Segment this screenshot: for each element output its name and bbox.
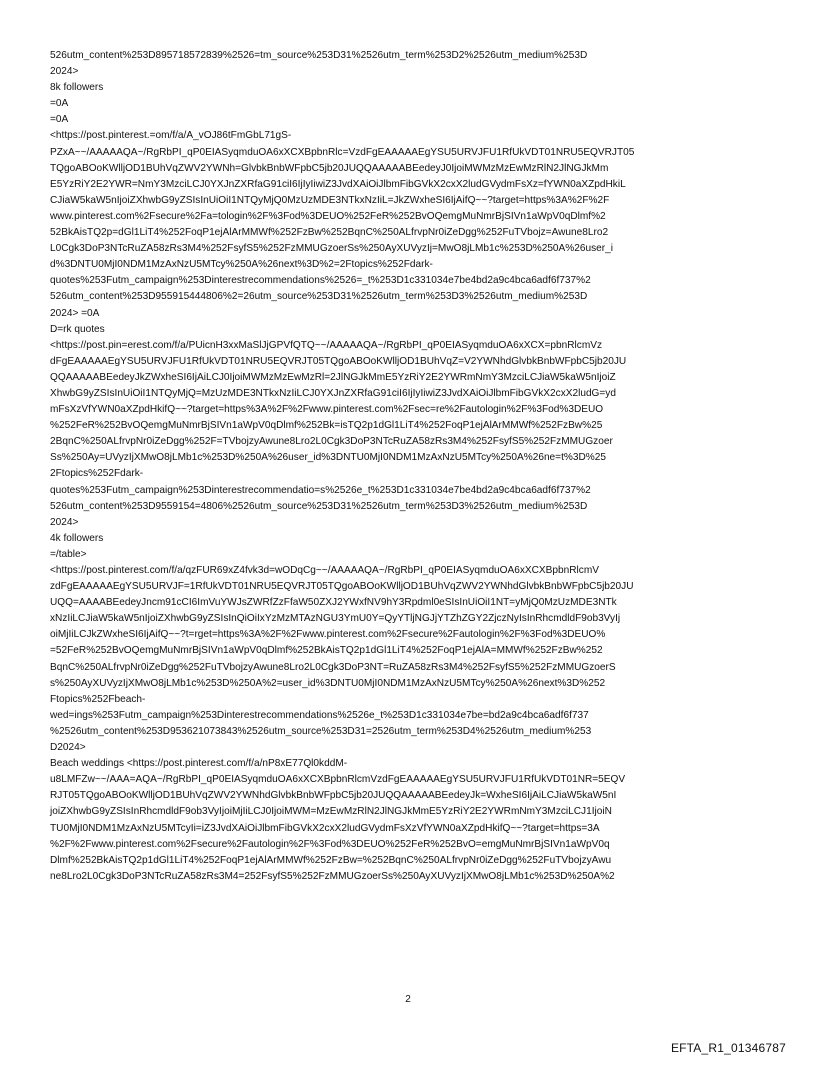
- document-line: <https://post.pinterest.com/f/a/qzFUR69xZ4fvk3d=wODqCg~~/AAAAAQA~/RgRbPI_qP0EIASyqmduOA6xXCXBpbnRlcmV: [50, 565, 599, 576]
- document-line: Beach weddings <https://post.pinterest.com/f/a/nP8xE77Ql0kddM-: [50, 758, 348, 770]
- document-id: EFTA_R1_01346787: [670, 1041, 786, 1055]
- document-line: oiMjIiLCJkZWxheSI6IjAifQ~~?t=rget=https%3A%2F%2Fwww.pinterest.com%2Fsecure%2Fautologin%2F%3Fod%3DEUO%: [50, 629, 606, 641]
- document-line: quotes%253Futm_campaign%253Dinterestrecommendatio=s%2526e_t%253D1c331034e7be4bd2a9c4bca6adf6f737%2: [50, 484, 591, 496]
- document-line: Ss%250Ay=UVyzIjXMwO8jLMb1c%253D%250A%26user_id%3DNTU0MjI0NDM1MzAxNzU5MTcy%250A%26ne=t%3D%25: [50, 452, 606, 464]
- document-line: s%250AyXUVyzIjXMwO8jLMb1c%253D%250A%2=user_id%3DNTU0MjI0NDM1MzAxNzU5MTcy%250A%26next%3D%252: [50, 677, 606, 689]
- document-line: =/table>: [50, 548, 87, 560]
- document-line: %252FeR%252BvOQemgMuNmrBjSIVn1aWpV0qDlmf%252Bk=isTQ2p1dGl1LiT4%252FoqP1ejAlArMMWf%252FzBw%25: [50, 420, 603, 432]
- document-line: QQAAAAABEedeyJkZWxheSI6IjAiLCJ0IjoiMWMzMzEwMzRl=2JlNGJkMmE5YzRiY2E2YWRmNmY3MzciLCJiaW5kaW5nIjoiZ: [50, 371, 616, 383]
- document-line: 4k followers: [50, 532, 104, 544]
- document-line: 526utm_content%253D895718572839%2526=tm_source%253D31%2526utm_term%253D2%2526utm_medium%253D: [50, 50, 588, 61]
- document-line: 2Ftopics%252Fdark-: [50, 468, 144, 480]
- document-line: =52FeR%252BvOQemgMuNmrBjSIVn1aWpV0qDlmf%252BkAisTQ2p1dGl1LiT4%252FoqP1ejAlA=MMWf%252FzBw%252: [50, 645, 603, 657]
- document-line: mFsXzVfYWN0aXZpdHkifQ~~?target=https%3A%2F%2Fwww.pinterest.com%2Fsec=re%2Fautologin%2F%3Fod%3DEUO: [50, 404, 604, 416]
- document-line: CJiaW5kaW5nIjoiZXhwbG9yZSIsInUiOiI1NTQyMjQ0MzUzMDE3NTkxNzIiL=JkZWxheSI6IjAifQ~~?target=https%3A%2F%2F: [50, 194, 610, 206]
- document-line: RJT05TQgoABOoKWlljOD1BUhVqZWV2YWNhdGlvbkBnbWFpbC5jb20JUQQAAAAABEedeyJk=WxheSI6IjAiLCJiaW5kaW5nI: [50, 790, 617, 802]
- page-number: 2: [405, 994, 411, 1005]
- document-line: %2526utm_content%253D953621073843%2526utm_source%253D31=2526utm_term%253D4%2526utm_medium%253: [50, 725, 592, 737]
- document-line: D=rk quotes: [50, 323, 105, 335]
- document-line: wed=ings%253Futm_campaign%253Dinterestrecommendations%2526e_t%253D1c331034e7be=bd2a9c4bca6adf6f737: [50, 709, 589, 721]
- document-line: www.pinterest.com%2Fsecure%2Fa=tologin%2F%3Fod%3DEUO%252FeR%252BvOQemgMuNmrBjSIVn1aWpV0qDlmf%2: [50, 210, 606, 222]
- document-line: xNzIiLCJiaW5kaW5nIjoiZXhwbG9yZSIsInQiOiIxYzMzMTAzNGU3YmU0Y=QyYTljNGJjYTZhZGY2ZjczNyIsInRhcmdldF9ob3VyIj: [50, 613, 621, 625]
- document-line: UQQ=AAAABEedeyJncm91cCI6ImVuYWJsZWRfZzFfaW50ZXJ2YWxfNV9hY3Rpdml0eSIsInUiOiI1NT=yMjQ0MzUzMDE3NTk: [50, 597, 617, 609]
- document-line: joiZXhwbG9yZSIsInRhcmdldF9ob3VyIjoiMjIiLCJ0IjoiMWM=MzEwMzRlN2JlNGJkMmE5YzRiY2E2YWRmNmY3MzciLCJ1IjoiN: [50, 806, 612, 818]
- document-line: =0A: [50, 98, 69, 110]
- document-line: 526utm_content%253D9559154=4806%2526utm_source%253D31%2526utm_term%253D3%2526utm_medium%253D: [50, 500, 588, 512]
- document-line: E5YzRiY2E2YWR=NmY3MzciLCJ0YXJnZXRfaG91ciI6IjIyIiwiZ3JvdXAiOiJlbmFibGVkX2cxX2ludGVydmFsXz=fYWN0aXZpdHkiL: [50, 178, 626, 190]
- document-line: dFgEAAAAAEgYSU5URVJFU1RfUkVDT01NRU5EQVRJT05TQgoABOoKWlljOD1BUhVqZ=V2YWNhdGlvbkBnbWFpbC5jb20JU: [50, 355, 627, 367]
- document-line: 2024>: [50, 516, 79, 528]
- document-line: Ftopics%252Fbeach-: [50, 693, 146, 705]
- document-line: BqnC%250ALfrvpNr0iZeDgg%252FuTVbojzyAwune8Lro2L0Cgk3DoP3NT=RuZA58zRs3M4%252FsyfS5%252FzMMUGzoerS: [50, 661, 616, 673]
- document-line: <https://post.pin=erest.com/f/a/PUicnH3xxMaSlJjGPVfQTQ~~/AAAAAQA~/RgRbPI_qP0EIASyqmduOA6xXCX=pbnRlcmVz: [50, 339, 603, 351]
- document-line: TU0MjI0NDM1MzAxNzU5MTcyIi=iZ3JvdXAiOiJlbmFibGVkX2cxX2ludGVydmFsXzVfYWN0aXZpdHkifQ~~?target=https=3A: [50, 822, 600, 834]
- document-line: 8k followers: [50, 82, 104, 94]
- document-line: u8LMFZw~~/AAA=AQA~/RgRbPI_qP0EIASyqmduOA6xXCXBpbnRlcmVzdFgEAAAAAEgYSU5URVJFU1RfUkVDT01NR=5EQV: [50, 774, 626, 786]
- document-line: <https://post.pinterest.=om/f/a/A_vOJ86tFmGbL71gS-: [50, 130, 292, 142]
- document-line: ne8Lro2L0Cgk3DoP3NTcRuZA58zRs3M4=252FsyfS5%252FzMMUGzoerSs%250AyXUVyzIjXMwO8jLMb1c%253D%250A%2: [50, 870, 615, 882]
- document-line: 2024> =0A: [50, 307, 100, 319]
- document-line: XhwbG9yZSIsInUiOiI1NTQyMjQ=MzUzMDE3NTkxNzIiLCJ0YXJnZXRfaG91ciI6IjIyIiwiZ3JvdXAiOiJlbmFibGVkX2cxX2ludG=yd: [50, 387, 616, 399]
- document-line: d%3DNTU0MjI0NDM1MzAxNzU5MTcy%250A%26next%3D%2=2Ftopics%252Fdark-: [50, 259, 433, 271]
- document-line: 2BqnC%250ALfrvpNr0iZeDgg%252F=TVbojzyAwune8Lro2L0Cgk3DoP3NTcRuZA58zRs3M4%252FsyfS5%252FzMMUGzoer: [50, 436, 613, 448]
- document-line: Dlmf%252BkAisTQ2p1dGl1LiT4%252FoqP1ejAlArMMWf%252FzBw=%252BqnC%250ALfrvpNr0iZeDgg%252FuTVbojzyAwu: [50, 854, 612, 866]
- document-line: 526utm_content%253D955915444806%2=26utm_source%253D31%2526utm_term%253D3%2526utm_medium%253D: [50, 291, 588, 303]
- document-line: 52BkAisTQ2p=dGl1LiT4%252FoqP1ejAlArMMWf%252FzBw%252BqnC%250ALfrvpNr0iZeDgg%252FuTVbojz=Awune8Lro2: [50, 227, 609, 239]
- document-line: %2F%2Fwww.pinterest.com%2Fsecure%2Fautologin%2F%3Fod%3DEUO%252FeR%252BvO=emgMuNmrBjSIVn1aWpV0q: [50, 838, 610, 850]
- document-line: PZxA~~/AAAAAQA~/RgRbPI_qP0EIASyqmduOA6xXCXBpbnRlc=VzdFgEAAAAAEgYSU5URVJFU1RfUkVDT01NRU5EQVRJT05: [50, 146, 635, 158]
- document-line: TQgoABOoKWlljOD1BUhVqZWV2YWNh=GlvbkBnbWFpbC5jb20JUQQAAAAABEedeyJ0IjoiMWMzMzEwMzRlN2JlNGJkMm: [50, 162, 609, 174]
- document-line: L0Cgk3DoP3NTcRuZA58zRs3M4%252FsyfS5%252FzMMUGzoerSs%250AyXUVyzIj=MwO8jLMb1c%253D%250A%26user_i: [50, 243, 613, 255]
- document-line: zdFgEAAAAAEgYSU5URVJF=1RfUkVDT01NRU5EQVRJT05TQgoABOoKWlljOD1BUhVqZWV2YWNhdGlvbkBnbWFpbC5jb20JU: [50, 581, 634, 593]
- document-line: quotes%253Futm_campaign%253Dinterestrecommendations%2526=_t%253D1c331034e7be4bd2a9c4bca6adf6f737%2: [50, 275, 591, 287]
- document-line: 2024>: [50, 66, 79, 78]
- document-line: =0A: [50, 114, 69, 126]
- document-line: D2024>: [50, 742, 86, 754]
- document-body: [50, 48, 766, 885]
